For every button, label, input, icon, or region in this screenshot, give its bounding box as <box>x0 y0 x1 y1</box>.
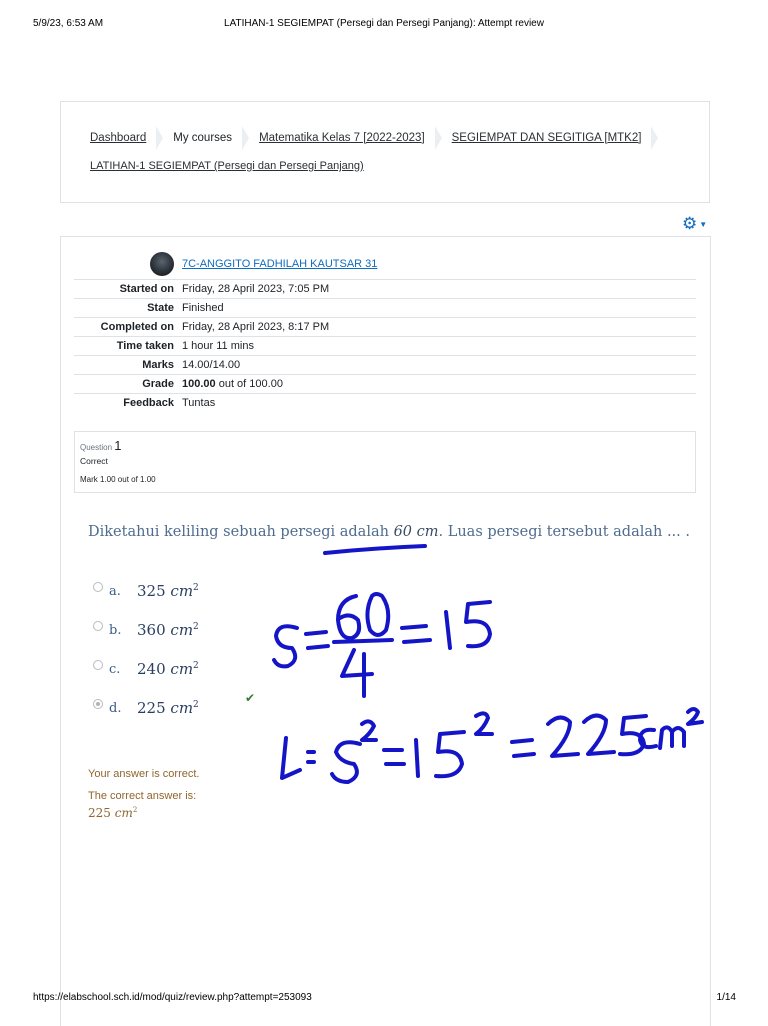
user-name-link[interactable]: 7C-ANGGITO FADHILAH KAUTSAR 31 <box>182 258 378 270</box>
print-title: LATIHAN-1 SEGIEMPAT (Persegi dan Persegi Panjang): Attempt review <box>224 18 544 29</box>
breadcrumb-section[interactable]: SEGIEMPAT DAN SEGITIGA [MTK2] <box>451 132 642 144</box>
handwriting-stroke <box>548 717 578 756</box>
summary-value: Friday, 28 April 2023, 7:05 PM <box>182 280 696 299</box>
breadcrumb-my-courses[interactable]: My courses <box>173 132 233 144</box>
option-value: 240 $cm^2$ <box>137 660 199 678</box>
summary-value: 1 hour 11 mins <box>182 337 696 356</box>
handwriting-stroke <box>584 715 614 754</box>
summary-label: Completed on <box>74 318 182 337</box>
summary-label: Feedback <box>123 397 174 409</box>
handwriting-stroke <box>274 626 297 666</box>
handwriting-stroke <box>282 738 300 778</box>
handwriting-stroke <box>338 596 359 638</box>
summary-label: Time taken <box>74 337 182 356</box>
option-value: 325 $cm^2$ <box>137 582 199 600</box>
question-number: Question 1 <box>80 438 122 453</box>
feedback-correct-label: The correct answer is: <box>88 790 197 802</box>
handwriting-stroke <box>334 640 392 642</box>
handwriting-stroke <box>466 602 490 646</box>
summary-value: Tuntas <box>182 397 216 409</box>
breadcrumb-course[interactable]: Matematika Kelas 7 [2022-2023] <box>259 132 425 144</box>
summary-value: Friday, 28 April 2023, 8:17 PM <box>182 318 696 337</box>
option-letter: a. <box>109 584 121 599</box>
summary-label: Marks <box>74 356 182 375</box>
grade-value: 100.00 <box>182 378 216 390</box>
handwriting-stroke <box>512 740 534 756</box>
handwriting-stroke <box>384 750 404 764</box>
question-mark: Mark 1.00 out of 1.00 <box>80 475 156 484</box>
print-url: https://elabschool.sch.id/mod/quiz/review.php?attempt=253093 <box>33 992 312 1003</box>
handwriting-stroke <box>446 612 450 648</box>
summary-value: 14.00/14.00 <box>182 356 696 375</box>
option-letter: c. <box>109 662 121 677</box>
gear-icon: ⚙ <box>682 214 698 233</box>
feedback-correct-value: 225 $cm^2$ <box>88 806 138 820</box>
summary-label: State <box>74 299 182 318</box>
check-icon: ✔ <box>245 691 256 705</box>
breadcrumb-dashboard[interactable]: Dashboard <box>90 132 147 144</box>
handwriting-stroke <box>332 742 360 782</box>
feedback-result: Your answer is correct. <box>88 768 200 780</box>
question-state: Correct <box>80 456 108 466</box>
print-datetime: 5/9/23, 6:53 AM <box>33 18 104 29</box>
underline-stroke <box>325 546 425 553</box>
summary-value: Finished <box>182 299 696 318</box>
handwriting-stroke <box>660 727 684 748</box>
option-value: 225 $cm^2$ ✔ <box>137 691 256 717</box>
option-letter: d. <box>109 701 122 716</box>
handwriting-stroke <box>436 732 464 776</box>
handwriting-stroke <box>367 594 388 635</box>
handwriting-stroke <box>402 626 430 642</box>
summary-label: Grade <box>74 375 182 394</box>
handwriting-stroke <box>308 752 314 762</box>
option-value: 360 $cm^2$ <box>137 621 199 639</box>
handwriting-stroke <box>362 721 376 740</box>
handwriting-stroke <box>416 740 418 776</box>
print-page-number: 1/14 <box>716 992 736 1003</box>
grade-out-of: out of 100.00 <box>215 378 283 390</box>
handwriting-stroke <box>342 650 372 696</box>
question-math: 60 cm <box>393 524 439 540</box>
handwriting-stroke <box>688 709 702 724</box>
question-text: Diketahui keliling sebuah persegi adalah 60 cm. Luas persegi tersebut adalah ... . <box>88 524 690 540</box>
handwriting-stroke <box>306 632 328 648</box>
breadcrumb-quiz[interactable]: LATIHAN-1 SEGIEMPAT (Persegi dan Persegi Panjang) <box>90 160 364 172</box>
handwriting-stroke <box>476 713 492 734</box>
option-letter: b. <box>109 623 122 638</box>
summary-label: Started on <box>74 280 182 299</box>
chevron-down-icon: ▼ <box>699 220 708 230</box>
